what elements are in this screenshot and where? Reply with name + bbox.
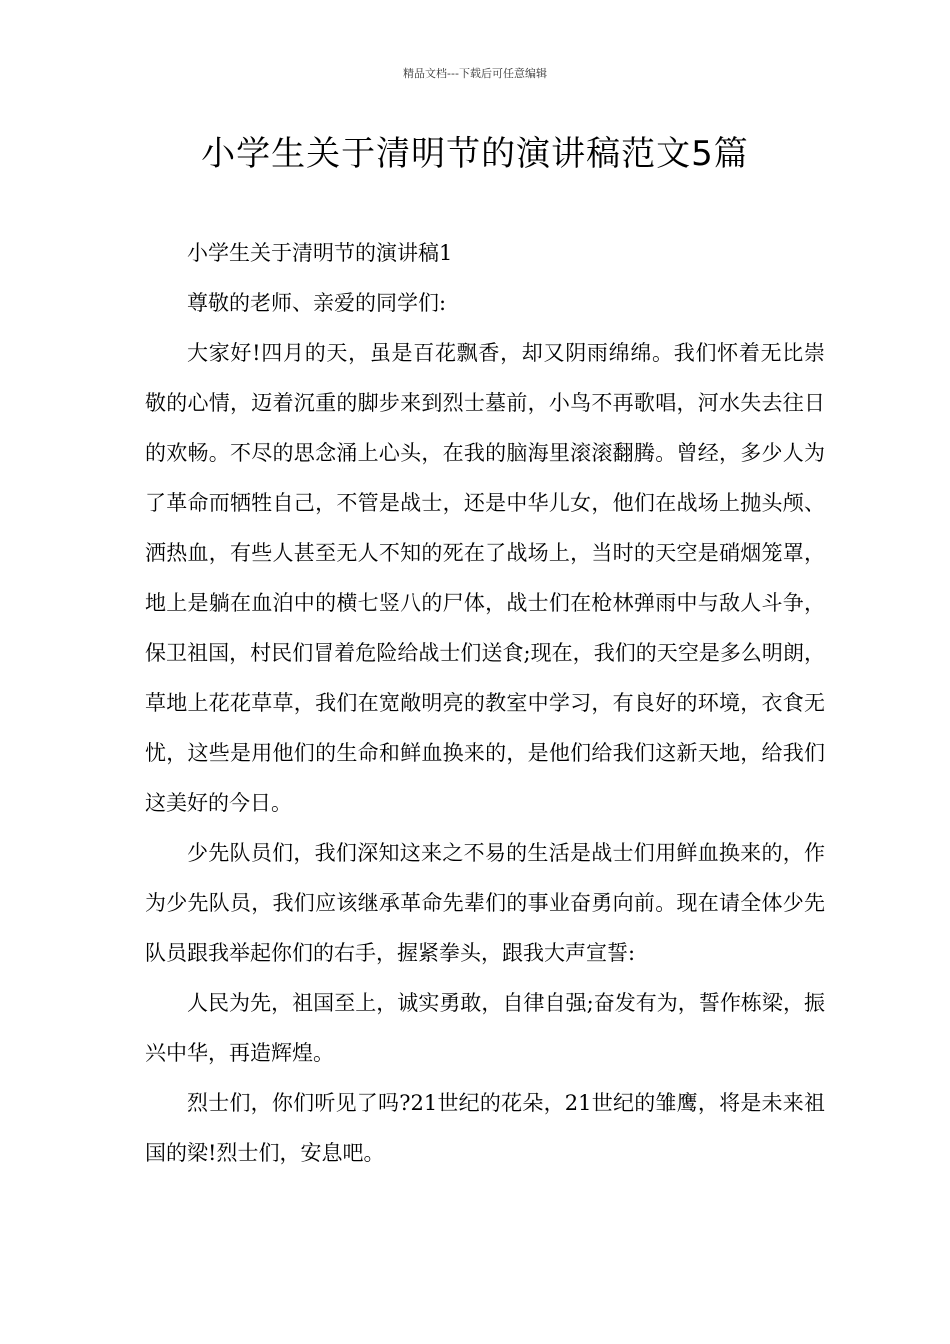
document-body — [145, 228, 825, 1178]
body-paragraph: 大家好!四月的天，虽是百花飘香，却又阴雨绵绵。我们怀着无比崇敬的心情，迈着沉重的脚步来到烈士墓前，小鸟不再歌唱，河水失去往日的欢畅。不尽的思念涌上心头，在我的脑海里滚滚翻腾。曾经，多少人为了革命而牺牲自己，不管是战士，还是中华儿女，他们在战场上抛头颅、洒热血，有些人甚至无人不知的死在了战场上，当时的天空是硝烟笼罩，地上是躺在血泊中的横七竖八的尸体，战士们在枪林弹雨中与敌人斗争，保卫祖国，村民们冒着危险给战士们送食;现在，我们的天空是多么明朗，草地上花花草草，我们在宽敞明亮的教室中学习，有良好的环境，衣食无忧，这些是用他们的生命和鲜血换来的，是他们给我们这新天地，给我们这美好的今日。 — [145, 341, 825, 815]
section-heading: 小学生关于清明节的演讲稿1 — [187, 241, 453, 265]
closing-paragraph: 烈士们，你们听见了吗?21世纪的花朵，21世纪的雏鹰，将是未来祖国的梁!烈士们，安息吧。 — [145, 1091, 825, 1165]
salutation: 尊敬的老师、亲爱的同学们: — [187, 291, 447, 315]
header-note: 精品文档---下载后可任意编辑 — [403, 67, 547, 80]
body-paragraph: 少先队员们，我们深知这来之不易的生活是战士们用鲜血换来的，作为少先队员，我们应该继承革命先辈们的事业奋勇向前。现在请全体少先队员跟我举起你们的右手，握紧拳头，跟我大声宣誓: — [145, 841, 825, 965]
document-title: 小学生关于清明节的演讲稿范文5篇 — [201, 134, 749, 174]
oath-paragraph: 人民为先，祖国至上，诚实勇敢，自律自强;奋发有为，誓作栋梁，振兴中华，再造辉煌。 — [145, 991, 825, 1065]
